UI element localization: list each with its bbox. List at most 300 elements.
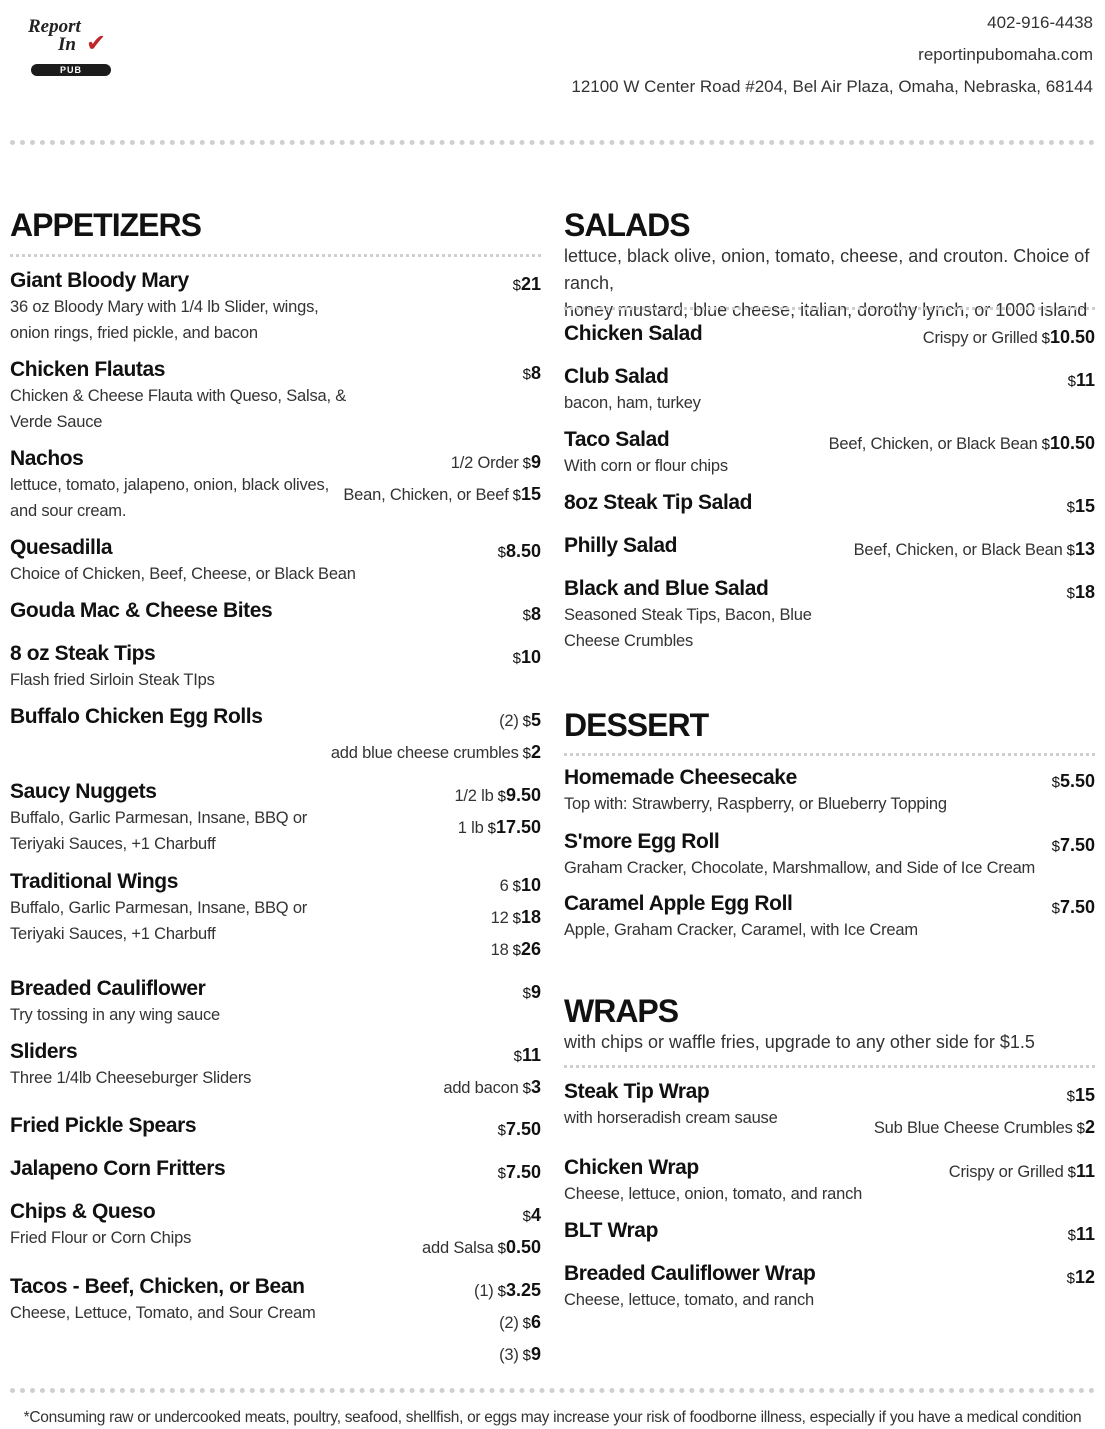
- menu-item: [10, 976, 541, 1028]
- item-prices: [1068, 364, 1095, 396]
- price-value: 18: [1074, 582, 1095, 602]
- section-title-wraps: WRAPS: [564, 993, 679, 1029]
- price-line: [343, 446, 541, 478]
- item-name: Gouda Mac & Cheese Bites: [10, 599, 273, 622]
- item-prices: [523, 598, 541, 630]
- price-line: [454, 811, 541, 843]
- price-amount: [523, 452, 541, 472]
- item-prices: [829, 427, 1095, 459]
- price-line: [874, 1111, 1095, 1143]
- item-prices: [1067, 576, 1095, 608]
- contact-info: [571, 10, 1093, 106]
- menu-item: [564, 321, 1095, 347]
- price-line: [491, 869, 541, 901]
- price-value: 7.50: [1059, 897, 1095, 917]
- item-name: Quesadilla: [10, 536, 113, 559]
- item-description: Try tossing in any wing sauce: [10, 1006, 221, 1024]
- price-amount: [1052, 897, 1095, 917]
- item-prices: [1052, 829, 1095, 861]
- item-description: Flash fried Sirloin Steak TIps: [10, 671, 215, 689]
- price-amount: [523, 1077, 541, 1097]
- menu-item: [564, 490, 1095, 516]
- appetizers-divider: [10, 254, 541, 257]
- currency-symbol: $: [522, 745, 531, 762]
- item-name: Saucy Nuggets: [10, 780, 157, 803]
- price-line: [491, 933, 541, 965]
- price-value: 15: [1074, 1085, 1095, 1105]
- price-value: 11: [521, 1045, 541, 1065]
- currency-symbol: $: [522, 1315, 531, 1332]
- price-option: 1 lb: [457, 819, 484, 837]
- item-description: Graham Cracker, Chocolate, Marshmallow, and Side of Ice Cream: [564, 859, 1036, 877]
- price-line: [523, 598, 541, 630]
- item-description: Buffalo, Garlic Parmesan, Insane, BBQ or: [10, 809, 308, 827]
- currency-symbol: $: [512, 277, 521, 294]
- price-line: [1067, 490, 1095, 522]
- price-amount: [498, 1119, 541, 1139]
- price-option: Crispy or Grilled: [948, 1163, 1064, 1181]
- price-amount: [1067, 1085, 1095, 1105]
- currency-symbol: $: [1041, 330, 1050, 347]
- currency-symbol: $: [522, 607, 531, 624]
- price-amount: [1068, 1161, 1095, 1181]
- price-line: [422, 1231, 541, 1263]
- menu-item: [10, 598, 541, 624]
- price-amount: [523, 710, 541, 730]
- item-description: Teriyaki Sauces, +1 Charbuff: [10, 835, 216, 853]
- currency-symbol: $: [1051, 900, 1060, 917]
- item-description: Apple, Graham Cracker, Caramel, with Ice Cream: [564, 921, 918, 939]
- menu-item: [10, 357, 541, 435]
- price-value: 13: [1074, 539, 1095, 559]
- price-option: Beef, Chicken, or Black Bean: [853, 541, 1063, 559]
- item-name: 8 oz Steak Tips: [10, 642, 156, 665]
- menu-item: [10, 1199, 541, 1257]
- menu-item: [564, 1261, 1095, 1313]
- menu-item: [564, 533, 1095, 559]
- price-option: 18: [490, 941, 509, 959]
- item-prices: [854, 533, 1095, 565]
- price-value: 10.50: [1049, 433, 1095, 453]
- menu-item: [564, 891, 1095, 943]
- price-line: [343, 478, 541, 510]
- section-title-salads: SALADS: [564, 207, 690, 243]
- price-amount: [498, 1237, 541, 1257]
- price-value: 15: [1074, 496, 1095, 516]
- price-line: [513, 641, 541, 673]
- price-line: [1067, 1261, 1095, 1293]
- item-prices: [523, 976, 541, 1008]
- item-prices: [874, 1079, 1095, 1143]
- item-prices: [1052, 765, 1095, 797]
- price-amount: [498, 785, 541, 805]
- item-name: Steak Tip Wrap: [564, 1080, 710, 1103]
- menu-item: [10, 779, 541, 857]
- price-amount: [523, 742, 541, 762]
- item-name: Club Salad: [564, 365, 669, 388]
- currency-symbol: $: [513, 1048, 522, 1065]
- item-name: Sliders: [10, 1040, 78, 1063]
- price-amount: [513, 274, 541, 294]
- menu-item: [10, 446, 541, 524]
- currency-symbol: $: [512, 650, 521, 667]
- price-amount: [523, 982, 541, 1002]
- item-description: bacon, ham, turkey: [564, 394, 701, 412]
- price-option: Crispy or Grilled: [922, 329, 1038, 347]
- price-value: 11: [1075, 1161, 1095, 1181]
- price-line: [1052, 829, 1095, 861]
- price-option: 12: [490, 909, 509, 927]
- currency-symbol: $: [522, 455, 531, 472]
- price-amount: [523, 1312, 541, 1332]
- currency-symbol: $: [522, 985, 531, 1002]
- item-description: Cheese Crumbles: [564, 632, 694, 650]
- price-amount: [513, 939, 541, 959]
- price-option: (1): [474, 1282, 494, 1300]
- menu-item: [10, 869, 541, 959]
- item-description: Cheese, lettuce, onion, tomato, and ranch: [564, 1185, 863, 1203]
- currency-symbol: $: [487, 820, 496, 837]
- price-line: [498, 1156, 541, 1188]
- menu-item: [564, 765, 1095, 817]
- item-name: Buffalo Chicken Egg Rolls: [10, 705, 263, 728]
- item-prices: [491, 869, 541, 965]
- item-prices: [422, 1199, 541, 1263]
- logo-text-in: In: [58, 34, 76, 55]
- item-description: Verde Sauce: [10, 413, 103, 431]
- item-prices: [454, 779, 541, 843]
- menu-item: [10, 535, 541, 587]
- price-amount: [1052, 771, 1095, 791]
- price-amount: [1042, 433, 1095, 453]
- wraps-subtitle-line: with chips or waffle fries, upgrade to any other side for $1.5: [564, 1032, 1035, 1052]
- menu-item: [564, 576, 1095, 654]
- menu-item: [564, 1079, 1095, 1137]
- price-amount: [1067, 496, 1095, 516]
- price-line: [474, 1306, 541, 1338]
- price-amount: [1052, 835, 1095, 855]
- currency-symbol: $: [1066, 542, 1075, 559]
- menu-item: [10, 1156, 541, 1182]
- item-description: Choice of Chicken, Beef, Cheese, or Black Bean: [10, 565, 356, 583]
- wraps-subtitle: [564, 1029, 1035, 1056]
- currency-symbol: $: [512, 487, 521, 504]
- salads-subtitle-line: lettuce, black olive, onion, tomato, cheese, and crouton. Choice of ranch,: [564, 246, 1090, 293]
- footer-disclaimer: *Consuming raw or undercooked meats, poultry, seafood, shellfish, or eggs may increase your risk of foodborne illness, especially if you have a medical condition: [23, 1409, 1082, 1426]
- website: reportinpubomaha.com: [918, 45, 1093, 64]
- price-line: [498, 535, 541, 567]
- price-line: [1052, 765, 1095, 797]
- price-line: [949, 1155, 1095, 1187]
- price-line: [331, 704, 541, 736]
- price-value: 7.50: [1059, 835, 1095, 855]
- price-value: 10: [520, 875, 541, 895]
- price-value: 15: [520, 484, 541, 504]
- price-value: 6: [530, 1312, 541, 1332]
- item-description: Fried Flour or Corn Chips: [10, 1229, 192, 1247]
- address: 12100 W Center Road #204, Bel Air Plaza, Omaha, Nebraska, 68144: [571, 77, 1093, 96]
- checkmark-icon: ✔: [86, 30, 107, 57]
- price-option: 6: [499, 877, 509, 895]
- divider-bottom: [10, 1388, 1095, 1393]
- price-line: [874, 1079, 1095, 1111]
- appetizers-section: [10, 205, 541, 1375]
- price-value: 11: [1075, 370, 1095, 390]
- price-value: 17.50: [495, 817, 541, 837]
- item-description: lettuce, tomato, jalapeno, onion, black olives,: [10, 476, 329, 494]
- price-amount: [1042, 327, 1095, 347]
- currency-symbol: $: [1066, 499, 1075, 516]
- menu-item: [564, 829, 1095, 881]
- section-title-appetizers: APPETIZERS: [10, 207, 201, 243]
- item-name: Tacos - Beef, Chicken, or Bean: [10, 1275, 305, 1298]
- price-line: [1067, 576, 1095, 608]
- price-amount: [513, 875, 541, 895]
- item-description: Three 1/4lb Cheeseburger Sliders: [10, 1069, 252, 1087]
- menu-item: [564, 1218, 1095, 1244]
- item-description: Cheese, Lettuce, Tomato, and Sour Cream: [10, 1304, 316, 1322]
- price-option: 1/2 Order: [450, 454, 519, 472]
- price-line: [1052, 891, 1095, 923]
- currency-symbol: $: [1066, 1088, 1075, 1105]
- item-description: Buffalo, Garlic Parmesan, Insane, BBQ or: [10, 899, 308, 917]
- price-line: [513, 268, 541, 300]
- price-value: 8: [530, 363, 541, 383]
- item-description: Seasoned Steak Tips, Bacon, Blue: [564, 606, 812, 624]
- price-line: [854, 533, 1095, 565]
- currency-symbol: $: [1051, 774, 1060, 791]
- currency-symbol: $: [1066, 585, 1075, 602]
- price-value: 7.50: [505, 1162, 541, 1182]
- price-amount: [498, 1162, 541, 1182]
- item-name: Chips & Queso: [10, 1200, 156, 1223]
- currency-symbol: $: [512, 910, 521, 927]
- price-value: 21: [520, 274, 541, 294]
- item-name: BLT Wrap: [564, 1219, 659, 1242]
- item-name: 8oz Steak Tip Salad: [564, 491, 753, 514]
- item-name: S'more Egg Roll: [564, 830, 720, 853]
- item-prices: [498, 1156, 541, 1188]
- item-name: Chicken Salad: [564, 322, 703, 345]
- price-value: 10.50: [1049, 327, 1095, 347]
- price-value: 11: [1075, 1224, 1095, 1244]
- price-line: [523, 357, 541, 389]
- item-name: Jalapeno Corn Fritters: [10, 1157, 226, 1180]
- currency-symbol: $: [1066, 1270, 1075, 1287]
- price-value: 26: [520, 939, 541, 959]
- price-line: [474, 1338, 541, 1370]
- currency-symbol: $: [1067, 1227, 1076, 1244]
- price-amount: [1077, 1117, 1095, 1137]
- price-amount: [513, 484, 541, 504]
- price-amount: [513, 647, 541, 667]
- item-name: Caramel Apple Egg Roll: [564, 892, 793, 915]
- price-value: 10: [520, 647, 541, 667]
- phone-number: 402-916-4438: [987, 13, 1093, 32]
- price-line: [422, 1199, 541, 1231]
- price-line: [829, 427, 1095, 459]
- price-amount: [514, 1045, 541, 1065]
- price-line: [474, 1274, 541, 1306]
- currency-symbol: $: [522, 1347, 531, 1364]
- right-column: [564, 205, 1095, 1325]
- price-value: 7.50: [505, 1119, 541, 1139]
- price-option: 1/2 lb: [454, 787, 494, 805]
- item-description: Top with: Strawberry, Raspberry, or Blueberry Topping: [564, 795, 947, 813]
- price-amount: [523, 1205, 541, 1225]
- menu-item: [10, 1039, 541, 1097]
- menu-item: [10, 641, 541, 693]
- price-value: 2: [1084, 1117, 1095, 1137]
- price-amount: [1067, 582, 1095, 602]
- price-option: (2): [499, 1314, 519, 1332]
- currency-symbol: $: [522, 1208, 531, 1225]
- item-name: Black and Blue Salad: [564, 577, 769, 600]
- item-name: Nachos: [10, 447, 84, 470]
- price-line: [454, 779, 541, 811]
- price-amount: [513, 907, 541, 927]
- menu-item: [10, 1113, 541, 1139]
- item-prices: [443, 1039, 541, 1103]
- item-prices: [949, 1155, 1095, 1187]
- item-prices: [343, 446, 541, 510]
- item-description: Teriyaki Sauces, +1 Charbuff: [10, 925, 216, 943]
- menu-item: [564, 1155, 1095, 1207]
- item-prices: [1067, 490, 1095, 522]
- item-name: Chicken Flautas: [10, 358, 166, 381]
- item-name: Breaded Cauliflower Wrap: [564, 1262, 816, 1285]
- salads-divider: [564, 307, 1095, 310]
- price-value: 4: [530, 1205, 541, 1225]
- item-name: Chicken Wrap: [564, 1156, 699, 1179]
- price-line: [443, 1071, 541, 1103]
- price-line: [498, 1113, 541, 1145]
- item-description: Cheese, lettuce, tomato, and ranch: [564, 1291, 815, 1309]
- item-prices: [513, 268, 541, 300]
- price-value: 9.50: [505, 785, 541, 805]
- price-option: Beef, Chicken, or Black Bean: [828, 435, 1038, 453]
- price-value: 2: [530, 742, 541, 762]
- price-line: [331, 736, 541, 768]
- price-value: 0.50: [505, 1237, 541, 1257]
- price-line: [923, 321, 1095, 353]
- logo-text-report: Report: [28, 16, 81, 37]
- item-description: with horseradish cream sause: [564, 1109, 778, 1127]
- wraps-divider: [564, 1065, 1095, 1068]
- item-prices: [923, 321, 1095, 353]
- item-name: Taco Salad: [564, 428, 670, 451]
- logo: [28, 16, 114, 78]
- price-amount: [488, 817, 541, 837]
- currency-symbol: $: [522, 366, 531, 383]
- price-amount: [1068, 1224, 1095, 1244]
- price-option: Sub Blue Cheese Crumbles: [873, 1119, 1073, 1137]
- currency-symbol: $: [522, 713, 531, 730]
- price-value: 18: [520, 907, 541, 927]
- currency-symbol: $: [497, 788, 506, 805]
- dessert-divider: [564, 753, 1095, 756]
- price-option: add Salsa: [422, 1239, 494, 1257]
- price-value: 12: [1074, 1267, 1095, 1287]
- price-amount: [1067, 539, 1095, 559]
- price-amount: [523, 363, 541, 383]
- menu-item: [564, 427, 1095, 479]
- price-line: [523, 976, 541, 1008]
- price-amount: [498, 1280, 541, 1300]
- salads-subtitle: [564, 243, 1095, 324]
- section-title-dessert: DESSERT: [564, 707, 709, 743]
- currency-symbol: $: [1067, 1164, 1076, 1181]
- currency-symbol: $: [1051, 838, 1060, 855]
- menu-item: [10, 704, 541, 762]
- currency-symbol: $: [1067, 373, 1076, 390]
- item-name: Giant Bloody Mary: [10, 269, 189, 292]
- price-line: [1068, 364, 1095, 396]
- currency-symbol: $: [497, 1240, 506, 1257]
- price-value: 8: [530, 604, 541, 624]
- price-option: (2): [499, 712, 519, 730]
- menu-item: [10, 268, 541, 346]
- item-prices: [513, 641, 541, 673]
- price-value: 5.50: [1059, 771, 1095, 791]
- salads-subtitle-line: honey mustard, blue cheese, italian, dorothy lynch, or 1000 island: [564, 300, 1088, 320]
- item-prices: [474, 1274, 541, 1370]
- currency-symbol: $: [497, 1122, 506, 1139]
- price-option: Bean, Chicken, or Beef: [343, 486, 509, 504]
- price-value: 9: [530, 1344, 541, 1364]
- item-description: Chicken & Cheese Flauta with Queso, Salsa, &: [10, 387, 347, 405]
- price-value: 5: [530, 710, 541, 730]
- item-prices: [523, 357, 541, 389]
- item-description: With corn or flour chips: [564, 457, 728, 475]
- price-value: 3.25: [505, 1280, 541, 1300]
- item-name: Breaded Cauliflower: [10, 977, 206, 1000]
- item-name: Philly Salad: [564, 534, 678, 557]
- price-line: [1068, 1218, 1095, 1250]
- currency-symbol: $: [512, 878, 521, 895]
- item-name: Homemade Cheesecake: [564, 766, 797, 789]
- menu-item: [564, 364, 1095, 416]
- price-amount: [523, 1344, 541, 1364]
- item-prices: [498, 1113, 541, 1145]
- price-amount: [1068, 370, 1095, 390]
- price-value: 9: [530, 452, 541, 472]
- currency-symbol: $: [497, 544, 506, 561]
- item-description: onion rings, fried pickle, and bacon: [10, 324, 258, 342]
- currency-symbol: $: [522, 1080, 531, 1097]
- currency-symbol: $: [497, 1283, 506, 1300]
- price-option: add blue cheese crumbles: [330, 744, 519, 762]
- currency-symbol: $: [497, 1165, 506, 1182]
- item-name: Fried Pickle Spears: [10, 1114, 197, 1137]
- logo-badge: PUB: [31, 64, 111, 76]
- price-value: 9: [530, 982, 541, 1002]
- item-prices: [331, 704, 541, 768]
- price-amount: [498, 541, 541, 561]
- price-amount: [1067, 1267, 1095, 1287]
- currency-symbol: $: [512, 942, 521, 959]
- item-name: Traditional Wings: [10, 870, 179, 893]
- menu-item: [10, 1274, 541, 1364]
- item-prices: [1068, 1218, 1095, 1250]
- currency-symbol: $: [1041, 436, 1050, 453]
- item-description: and sour cream.: [10, 502, 127, 520]
- price-option: add bacon: [443, 1079, 519, 1097]
- price-line: [443, 1039, 541, 1071]
- currency-symbol: $: [1076, 1120, 1085, 1137]
- price-line: [491, 901, 541, 933]
- item-description: 36 oz Bloody Mary with 1/4 lb Slider, wings,: [10, 298, 319, 316]
